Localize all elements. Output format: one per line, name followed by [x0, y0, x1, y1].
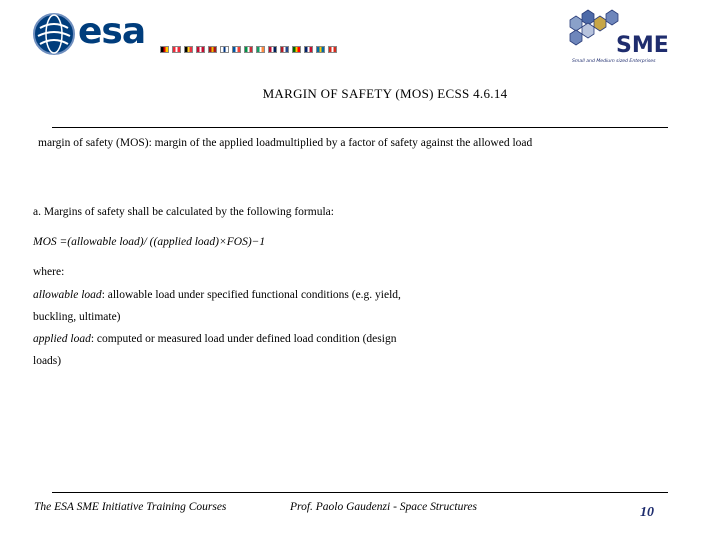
title-divider	[52, 127, 668, 128]
sme-wordmark: SME	[616, 33, 669, 58]
footer-course-title: The ESA SME Initiative Training Courses	[34, 501, 227, 513]
allowable-load-term: allowable load	[33, 289, 102, 301]
sme-logo	[560, 6, 695, 68]
flag-icon	[292, 46, 301, 53]
flag-icon	[328, 46, 337, 53]
esa-wordmark: esa	[78, 11, 146, 52]
flag-icon	[316, 46, 325, 53]
flag-icon	[220, 46, 229, 53]
where-label: where:	[33, 266, 65, 278]
sme-hexagon-cluster-icon	[570, 10, 618, 45]
flag-icon	[184, 46, 193, 53]
allowable-load-description-cont: buckling, ultimate)	[33, 311, 121, 323]
flag-icon	[196, 46, 205, 53]
applied-load-term: applied load	[33, 333, 91, 345]
mos-formula: MOS =(allowable load)/ ((applied load)×FOS)−1	[33, 236, 266, 248]
flag-icon	[208, 46, 217, 53]
applied-load-description: : computed or measured load under defined load condition (design	[90, 333, 397, 345]
flag-icon	[256, 46, 265, 53]
flag-icon	[304, 46, 313, 53]
member-state-flags	[160, 46, 337, 54]
mos-definition: margin of safety (MOS): margin of the applied loadmultiplied by a factor of safety against the allowed load	[38, 137, 533, 149]
flag-icon	[244, 46, 253, 53]
flag-icon	[268, 46, 277, 53]
footer-author: Prof. Paolo Gaudenzi - Space Structures	[290, 501, 477, 513]
allowable-load-definition	[33, 289, 401, 301]
sme-tagline: Small and Medium sized Enterprises	[572, 59, 656, 64]
flag-icon	[160, 46, 169, 53]
page-number: 10	[640, 505, 654, 520]
footer-divider	[52, 492, 668, 493]
flag-icon	[232, 46, 241, 53]
applied-load-definition	[33, 333, 396, 345]
applied-load-description-cont: loads)	[33, 355, 62, 367]
requirement-text: a. Margins of safety shall be calculated by the following formula:	[33, 206, 334, 218]
flag-icon	[280, 46, 289, 53]
page-title: MARGIN OF SAFETY (MOS) ECSS 4.6.14	[262, 86, 508, 101]
flag-icon	[172, 46, 181, 53]
esa-globe-icon	[32, 12, 76, 56]
allowable-load-description: : allowable load under specified functional conditions (e.g. yield,	[101, 289, 401, 301]
